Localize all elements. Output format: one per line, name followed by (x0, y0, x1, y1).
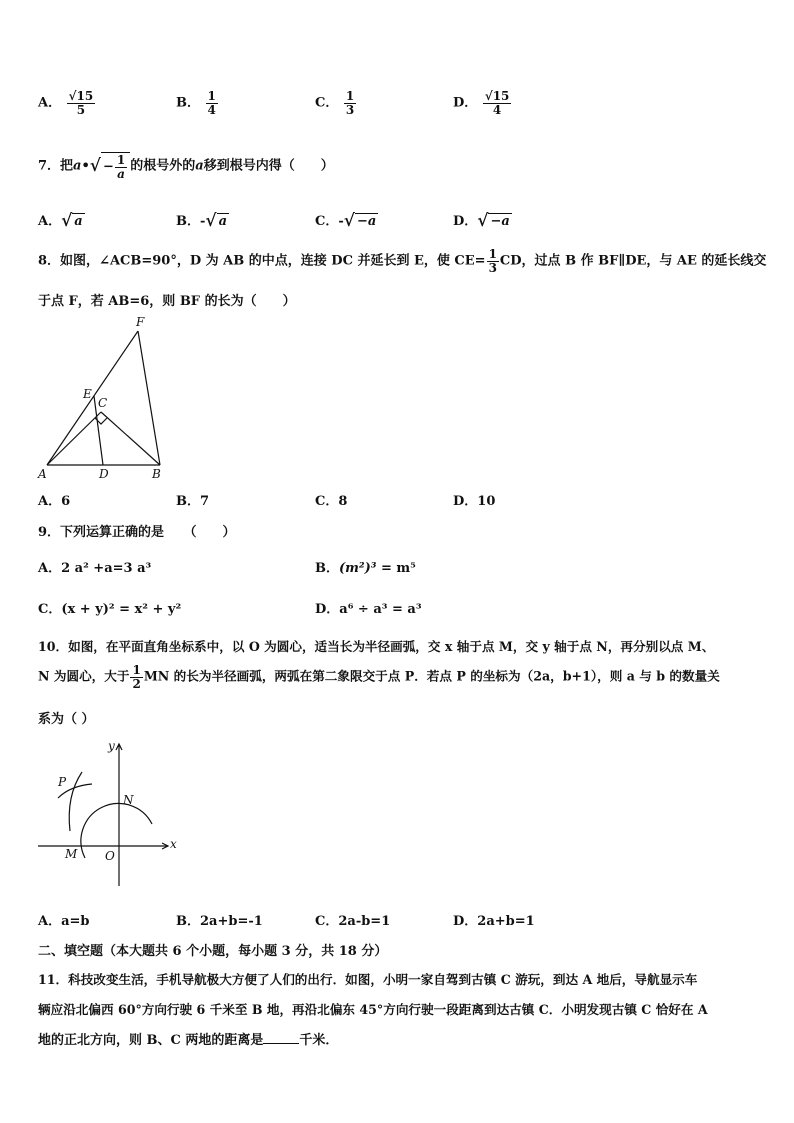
q7-option-b: B．-√ a (176, 211, 228, 231)
q8-label-d: D (99, 467, 109, 481)
q7-option-d: D．√ −a (453, 211, 510, 231)
q11-stem-line1: 11．科技改变生活，手机导航极大方便了人们的出行．如图，小明一家自驾到古镇 C 游玩，到达 A 地后，导航显示车 (38, 972, 698, 987)
q6-option-a: A． $\frac{√15}{5}$ (38, 89, 94, 117)
q10-label-n: N (123, 793, 134, 807)
q11-stem-line2: 辆应沿北偏西 60°方向行驶 6 千米至 B 地，再沿北偏东 45°方向行驶一段距离到达古镇 C．小明发现古镇 C 恰好在 A (38, 1002, 708, 1017)
q10-stem-line1: 10．如图，在平面直角坐标系中，以 O 为圆心，适当长为半径画弧，交 x 轴于点 M，交 y 轴于点 N，再分别以点 M、 (38, 639, 715, 654)
q8-line-cb (101, 412, 160, 465)
q10-stem-line3: 系为（ ） (38, 712, 95, 727)
q7-option-c: C．-√ −a (315, 211, 377, 231)
q6-option-a-fraction: $\frac{√15}{5}$ (68, 89, 94, 117)
q10-label-y: y (108, 739, 115, 753)
q9-stem: 9．下列运算正确的是 （ ） (38, 525, 236, 540)
q8-label-b: B (152, 467, 161, 481)
q6-option-d: D． $\frac{√15}{4}$ (453, 89, 510, 117)
q8-line-fb (138, 331, 160, 465)
q10-label-x: x (170, 837, 177, 851)
q9-option-d: D．a⁶ ÷ a³ = a³ (315, 602, 422, 617)
q6-option-b: B． $\frac{1}{4}$ (176, 89, 216, 117)
q8-option-b: B．7 (176, 494, 210, 509)
q6-option-b-fraction: $\frac{1}{4}$ (207, 89, 216, 117)
q6-option-c: C． $\frac{1}{3}$ (315, 89, 355, 117)
q10-coordinate-figure (30, 736, 190, 891)
q10-label-o: O (105, 849, 115, 863)
q10-label-p: P (58, 775, 67, 789)
q11-stem-line3: 地的正北方向，则 B、C 两地的距离是 千米． (38, 1033, 339, 1048)
q8-label-a: A (38, 467, 47, 481)
q8-label-c: C (98, 396, 108, 410)
q8-option-a: A．6 (38, 494, 71, 509)
q8-stem-line2: 于点 F，若 AB=6，则 BF 的长为（ ） (38, 294, 296, 309)
q10-option-b: B．2a+b=-1 (176, 914, 263, 929)
q10-arc-from-n (69, 772, 82, 831)
q7-stem: 7．把a•√ − $\frac{1}{a}$ 的根号外的a移到根号内得（ ） (38, 153, 334, 181)
q8-option-d: D．10 (453, 494, 496, 509)
q10-label-m: M (65, 847, 78, 861)
q8-triangle-figure (30, 312, 180, 484)
q7-option-a: A．√ a (38, 211, 83, 231)
q10-option-c: C．2a-b=1 (315, 914, 391, 929)
q10-stem-line2: N 为圆心，大于 $\frac{1}{2}$ MN 的长为半径画弧，两弧在第二象限交于点 P．若点 P 的坐标为（2a，b+1），则 a 与 b 的数量关 (38, 663, 720, 691)
q9-option-c: C．(x + y)² = x² + y² (38, 602, 182, 617)
section-2-title: 二、填空题（本大题共 6 个小题，每小题 3 分，共 18 分） (38, 944, 388, 959)
q11-answer-blank (263, 1031, 299, 1044)
q8-stem-line1: 8．如图，∠ACB=90°，D 为 AB 的中点，连接 DC 并延长到 E，使 CE= $\frac{1}{3}$ CD，过点 B 作 BF∥DE，与 AE 的延长线交 (38, 247, 767, 275)
q8-label-e: E (83, 387, 92, 401)
q10-option-a: A．a=b (38, 914, 90, 929)
q10-arc-origin (81, 803, 152, 858)
q6-option-c-fraction: $\frac{1}{3}$ (345, 89, 355, 117)
q8-line-ac (47, 412, 101, 465)
q9-option-b: B．(m²)³ = m⁵ (315, 561, 416, 576)
q6-option-d-fraction: $\frac{√15}{4}$ (484, 89, 510, 117)
q8-line-af (47, 331, 138, 465)
q8-option-c: C．8 (315, 494, 348, 509)
q10-option-d: D．2a+b=1 (453, 914, 535, 929)
q9-option-a: A．2 a² +a=3 a³ (38, 561, 152, 576)
q8-label-f: F (136, 315, 145, 329)
